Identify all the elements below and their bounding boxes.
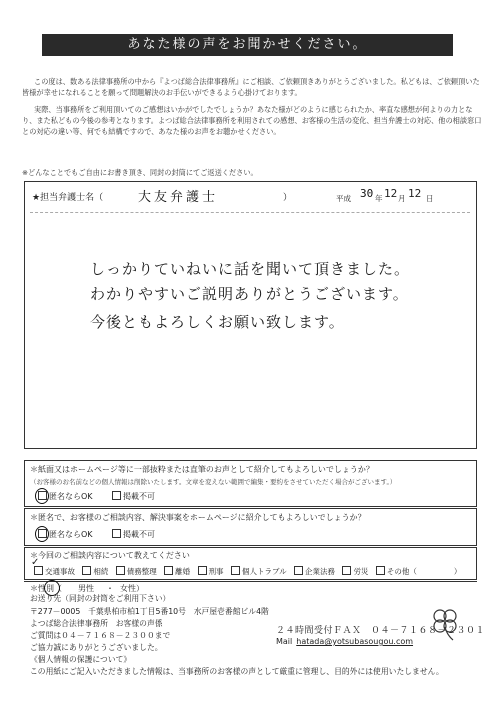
checkbox-icon xyxy=(112,491,121,500)
address-line: 〒277－0005 千葉県柏市柏1丁目5番10号 水戸屋壱番館ビル4階 xyxy=(30,607,269,616)
address-line: ご質問は０４－７１６８－２３００まで xyxy=(30,631,171,640)
address-line: ご協力誠にありがとうございました。 xyxy=(30,643,163,652)
q1-option-not-allowed[interactable]: 掲載不可 xyxy=(112,491,155,502)
q1-option-anonymous-ok[interactable]: 匿名ならOK xyxy=(38,491,93,502)
date-day: 12 xyxy=(408,187,422,200)
q3-option[interactable]: その他（ xyxy=(376,567,417,576)
q1-note: （お客様のお名前などの個人情報は削除いたします。文章を変えない範囲で編集・要約をさせていただく場合がございます。） xyxy=(30,478,397,486)
handwritten-comment-line-3: 今後ともよろしくお願い致します。 xyxy=(90,313,345,331)
q3-option[interactable]: 交通事故 xyxy=(34,567,75,576)
address-line: 《個人情報の保護について》 xyxy=(30,655,132,664)
handwritten-circle-mark xyxy=(35,526,49,542)
q3-option[interactable]: 刑事 xyxy=(198,567,224,576)
lawyer-name-label: ★担当弁護士名（ xyxy=(32,193,104,203)
mail-link[interactable]: hatada@yotsubasougou.com xyxy=(296,637,414,646)
four-leaf-clover-icon xyxy=(425,603,465,643)
date-month-unit: 月 xyxy=(398,194,406,203)
q2-question: ＊匿名で、お客様のご相談内容、解決事案をホームページに紹介してもよろしいでしょうか？ xyxy=(30,513,366,522)
guide-line xyxy=(30,212,470,213)
address-line: お送り先（同封の封筒をご利用下さい） xyxy=(30,594,171,603)
checkbox-icon xyxy=(112,529,121,538)
handwritten-comment-line-1: しっかりていねいに話を聞いて頂きました。 xyxy=(90,260,411,278)
handwritten-circle-mark xyxy=(35,488,49,504)
lawyer-name-handwritten: 大友弁護士 xyxy=(138,190,219,205)
page-title: あなた様の声をお聞かせください。 xyxy=(42,34,453,56)
handwritten-check-mark: ✓ xyxy=(31,557,40,568)
date-year-unit: 年 xyxy=(375,194,383,203)
q4-option-male[interactable]: 男性 xyxy=(78,584,94,593)
q3-options: 交通事故 相続 債務整理 離婚 刑事 個人トラブル 企業法務 労災 その他（ ） xyxy=(34,566,461,577)
checkbox-icon xyxy=(82,566,91,575)
intro-paragraph-1: この度は、数ある法律事務所の中から『よつば総合法律事務所』にご相談、ご依頼頂きありがとうございました。私どもは、ご依頼頂いた皆様が幸せになれることを願って問題解決のお手伝いができるよう心掛けております。 xyxy=(22,77,480,97)
date-month: 12 xyxy=(384,187,398,200)
date-era: 平成 xyxy=(336,194,351,203)
fax-number: ２４時間受付ＦＡＸ ０４－７１６８－２３０１ xyxy=(276,626,486,636)
date-year: 30 xyxy=(360,187,374,200)
checkbox-icon xyxy=(116,566,125,575)
q1-question: ＊紙面又はホームページ等に一部抜粋または直筆のお声として紹介してもよろしいでしょうか？ xyxy=(30,465,374,474)
q3-question: ＊今回のご相談内容について教えてください xyxy=(30,551,190,560)
address-line: よつば総合法律事務所 お客様の声係 xyxy=(30,619,163,628)
q4-option-female[interactable]: 女性） xyxy=(120,584,144,593)
intro-paragraph-2: 実際、当事務所をご利用頂いてのご感想はいかがでしたでしょうか？あなた様がどのように感じられたか、率直な感想が何よりの力となり、また私どもの今後の参考となります。よつば総合法律事務所を利用されての感想、お客様の生活の変化、担当弁護士の対応、他の相談窓口との対応の違い等、何でも結構ですので、あなた様のお声をお聴かせください。 xyxy=(22,105,482,136)
q3-option[interactable]: 離婚 xyxy=(164,567,190,576)
checkbox-icon xyxy=(342,566,351,575)
privacy-notice: この用紙にご記入いただきました情報は、当事務所のお客様の声として厳重に管理し、目的外には使用いたしません。 xyxy=(30,667,444,676)
q4-separator: ・ xyxy=(106,584,114,593)
lawyer-name-close: ） xyxy=(283,193,293,203)
q3-option[interactable]: 債務整理 xyxy=(116,567,157,576)
checkbox-icon xyxy=(376,566,385,575)
checkbox-icon xyxy=(164,566,173,575)
instruction-note: ※どんなことでもご自由にお書き頂き、同封の封筒にてご返送ください。 xyxy=(22,168,258,177)
q3-option[interactable]: 労災 xyxy=(342,567,368,576)
mail-line: Mail hatada@yotsubasougou.com xyxy=(276,637,414,646)
q4-question: ＊性別（ xyxy=(30,584,62,593)
checkbox-icon xyxy=(198,566,207,575)
handwritten-comment-line-2: わかりやすいご説明ありがとうございます。 xyxy=(90,285,409,303)
q3-option[interactable]: 相続 xyxy=(82,567,108,576)
q3-option[interactable]: 企業法務 xyxy=(294,567,335,576)
checkbox-icon xyxy=(294,566,303,575)
q3-option[interactable]: 個人トラブル xyxy=(231,567,287,576)
q2-option-not-allowed[interactable]: 掲載不可 xyxy=(112,529,155,540)
date-day-unit: 日 xyxy=(426,194,434,203)
checkbox-icon xyxy=(231,566,240,575)
q2-option-anonymous-ok[interactable]: 匿名ならOK xyxy=(38,529,93,540)
